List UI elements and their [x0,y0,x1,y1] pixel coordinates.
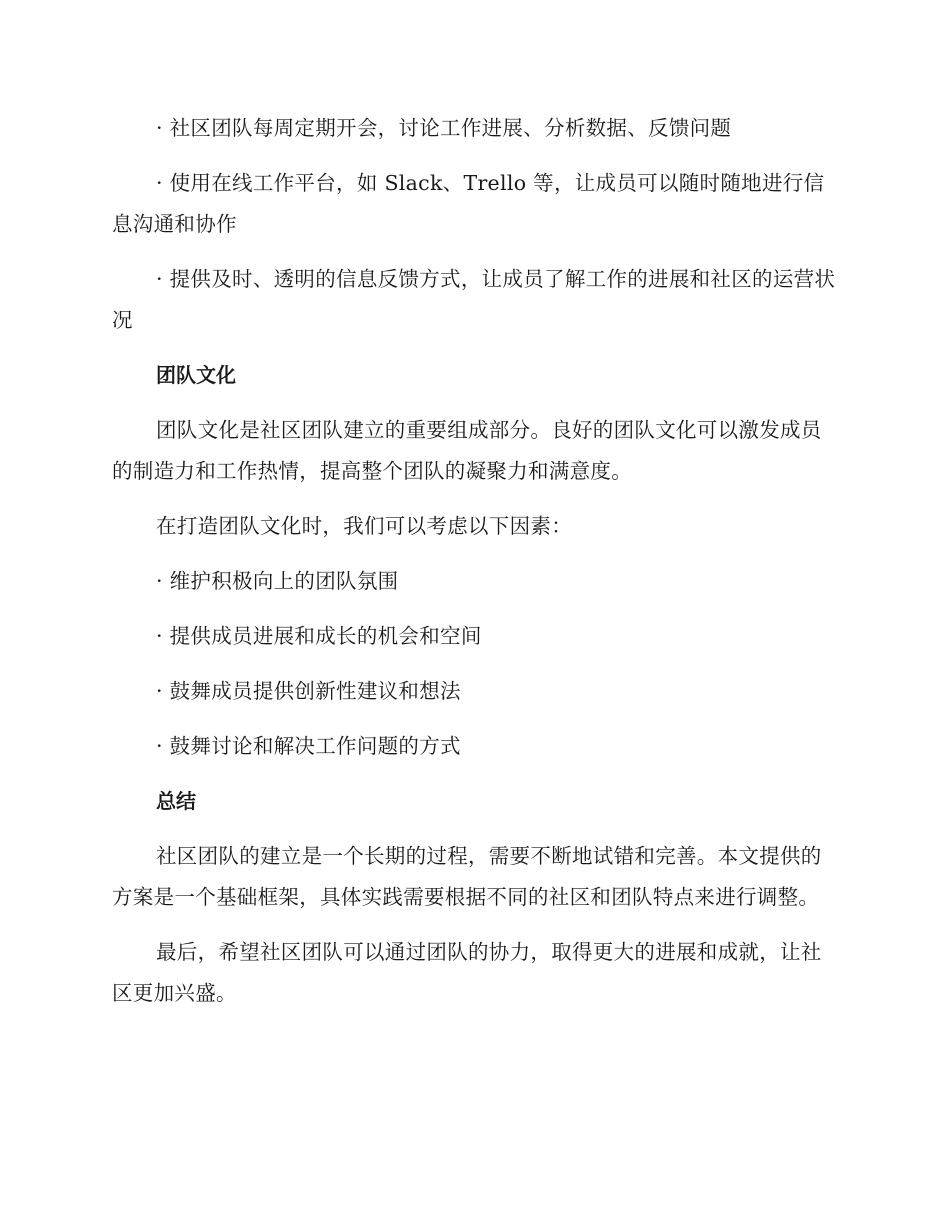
culture-bullet-growth: · 提供成员进展和成长的机会和空间 [156,624,482,648]
culture-bullet-atmosphere: · 维护积极向上的团队氛围 [156,569,399,593]
bullet-online-platform: · 使用在线工作平台，如 Slack、Trello 等，让成员可以随时随地进行信息沟通和协作 [112,171,825,236]
culture-paragraph-2: 在打造团队文化时，我们可以考虑以下因素： [156,514,572,538]
culture-bullet-innovation: · 鼓舞成员提供创新性建议和想法 [156,679,461,703]
heading-team-culture: 团队文化 [156,363,236,387]
culture-paragraph-1: 团队文化是社区团队建立的重要组成部分。良好的团队文化可以激发成员的制造力和工作热情，提高整个团队的凝聚力和满意度。 [112,418,822,483]
culture-bullet-discussion: · 鼓舞讨论和解决工作问题的方式 [156,734,461,758]
bullet-weekly-meeting: · 社区团队每周定期开会，讨论工作进展、分析数据、反馈问题 [156,116,732,140]
summary-paragraph-1: 社区团队的建立是一个长期的过程，需要不断地试错和完善。本文提供的方案是一个基础框架，具体实践需要根据不同的社区和团队特点来进行调整。 [112,844,822,909]
heading-summary: 总结 [156,789,196,813]
summary-paragraph-2: 最后，希望社区团队可以通过团队的协力，取得更大的进展和成就，让社区更加兴盛。 [112,940,822,1005]
bullet-feedback: · 提供及时、透明的信息反馈方式，让成员了解工作的进展和社区的运营状况 [112,267,836,332]
document-page [112,108,837,1028]
